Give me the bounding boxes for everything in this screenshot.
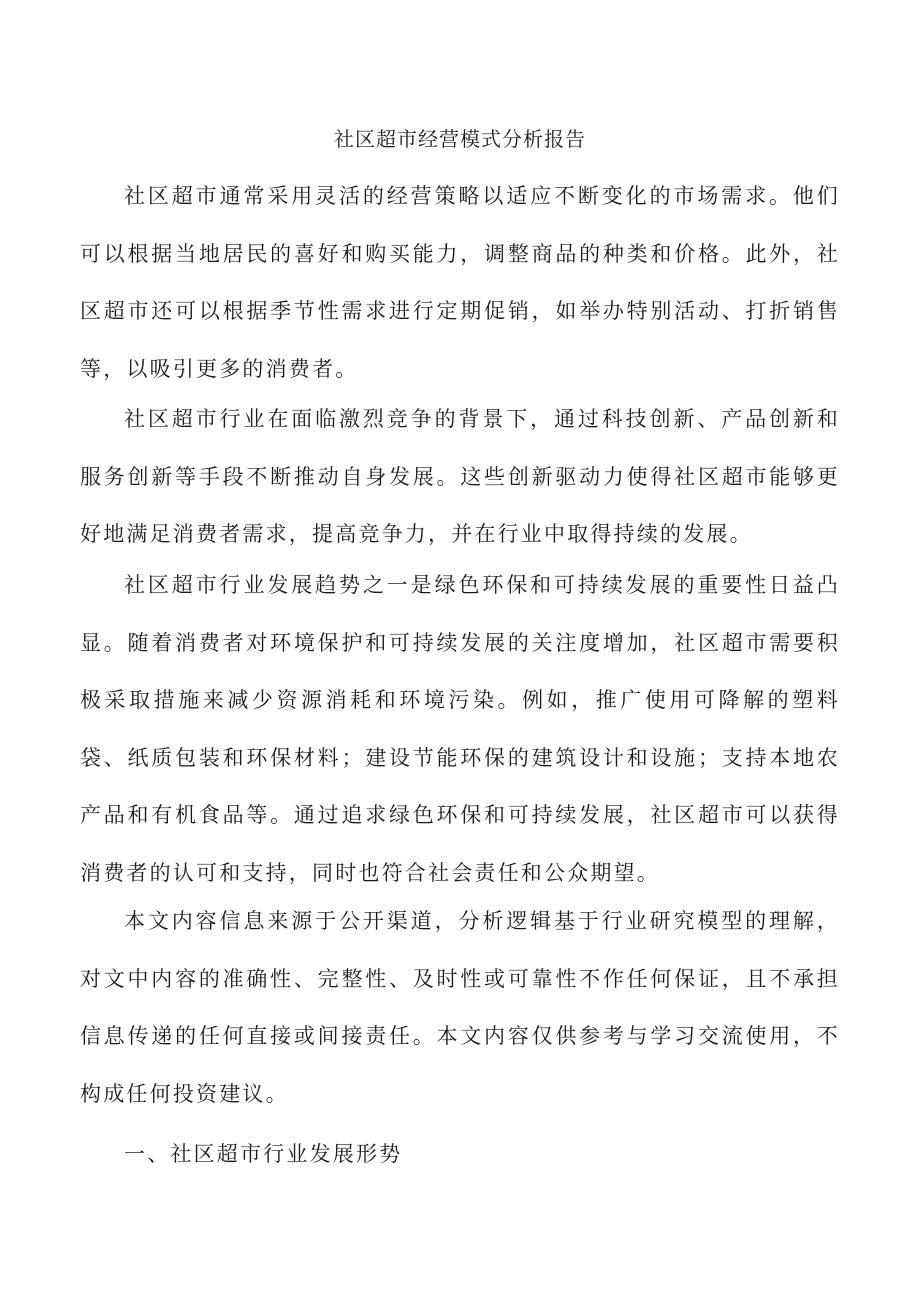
paragraph-operating-strategy: 社区超市通常采用灵活的经营策略以适应不断变化的市场需求。他们可以根据当地居民的喜好和购买能力，调整商品的种类和价格。此外，社区超市还可以根据季节性需求进行定期促销，如举办特别活动、打折销售等，以吸引更多的消费者。 (80, 184, 840, 381)
section-heading: 一、社区超市行业发展形势 (124, 1142, 403, 1166)
document-title: 社区超市经营模式分析报告 (334, 127, 586, 151)
paragraph-innovation: 社区超市行业在面临激烈竞争的背景下，通过科技创新、产品创新和服务创新等手段不断推动自身发展。这些创新驱动力使得社区超市能够更好地满足消费者需求，提高竞争力，并在行业中取得持续的发展。 (80, 407, 840, 546)
paragraph-green-development: 社区超市行业发展趋势之一是绿色环保和可持续发展的重要性日益凸显。随着消费者对环境保护和可持续发展的关注度增加，社区超市需要积极采取措施来减少资源消耗和环境污染。例如，推广使用可降解的塑料袋、纸质包装和环保材料；建设节能环保的建筑设计和设施；支持本地农产品和有机食品等。通过追求绿色环保和可持续发展，社区超市可以获得消费者的认可和支持，同时也符合社会责任和公众期望。 (80, 573, 840, 885)
paragraph-disclaimer: 本文内容信息来源于公开渠道，分析逻辑基于行业研究模型的理解，对文中内容的准确性、完整性、及时性或可靠性不作任何保证，且不承担信息传递的任何直接或间接责任。本文内容仅供参考与学习交流使用，不构成任何投资建议。 (80, 909, 840, 1106)
